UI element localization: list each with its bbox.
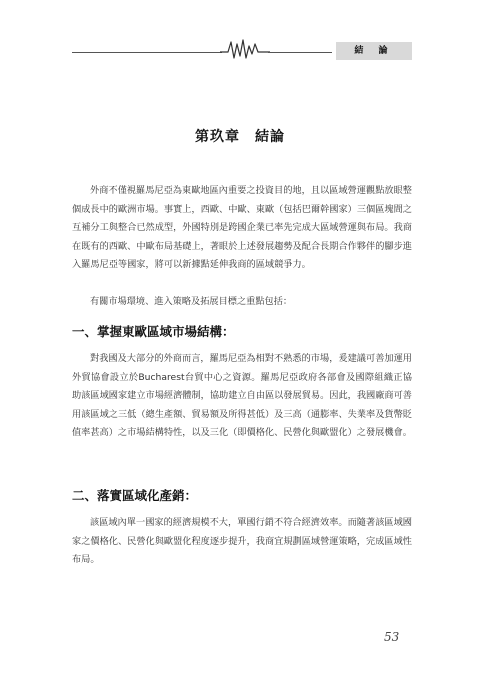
header-rule-left	[72, 52, 222, 53]
page-number: 53	[384, 630, 400, 644]
running-header	[72, 38, 412, 60]
section-heading-2: 二、落實區域化產銷：	[72, 488, 198, 503]
section-heading-1: 一、掌握東歐區域市場結構：	[72, 324, 235, 339]
intro-paragraph-1: 外商不僅視羅馬尼亞為東歐地區內重要之投資目的地，且以區域營運觀點放眼整個成長中的歐洲市場。事實上，西歐、中歐、東歐（包括巴爾幹國家）三個區塊間之互補分工與整合已然成型，外國特別是跨國企業已率先完成大區域營運與布局。我商在既有的西歐、中歐布局基礎上，著眼於上述發展趨勢及配合長期合作夥伴的腳步進入羅馬尼亞等國家，將可以新據點延伸我商的區域競爭力。	[72, 185, 412, 271]
header-rule-mid	[268, 52, 332, 53]
section-2-paragraph: 該區域內單一國家的經濟規模不大，單國行銷不符合經濟效率。而隨著該區域國家之價格化、民營化與歐盟化程度逐步提升，我商宜規劃區域營運策略，完成區域性布局。	[72, 517, 412, 566]
chapter-title: 第玖章 結論	[195, 129, 285, 145]
intro-paragraph-2: 有關市場環境、進入策略及拓展目標之重點包括：	[90, 296, 293, 307]
section-tag: 結 論	[336, 42, 412, 60]
section-1-paragraph: 對我國及大部分的外商而言，羅馬尼亞為相對不熟悉的市場，爰建議可善加運用外貿協會設立於Bucharest台貿中心之資源。羅馬尼亞政府各部會及國際組織正協助該區域國家建立市場經濟體制，協助建立自由區以發展貿易。因此，我國廠商可善用該區域之三低（總生產額、貿易額及所得甚低）及三高（通膨率、失業率及貨幣貶值率甚高）之市場結構特性，以及三化（即價格化、民營化與歐盟化）之發展機會。	[72, 353, 412, 439]
heartbeat-line-icon	[220, 38, 270, 60]
